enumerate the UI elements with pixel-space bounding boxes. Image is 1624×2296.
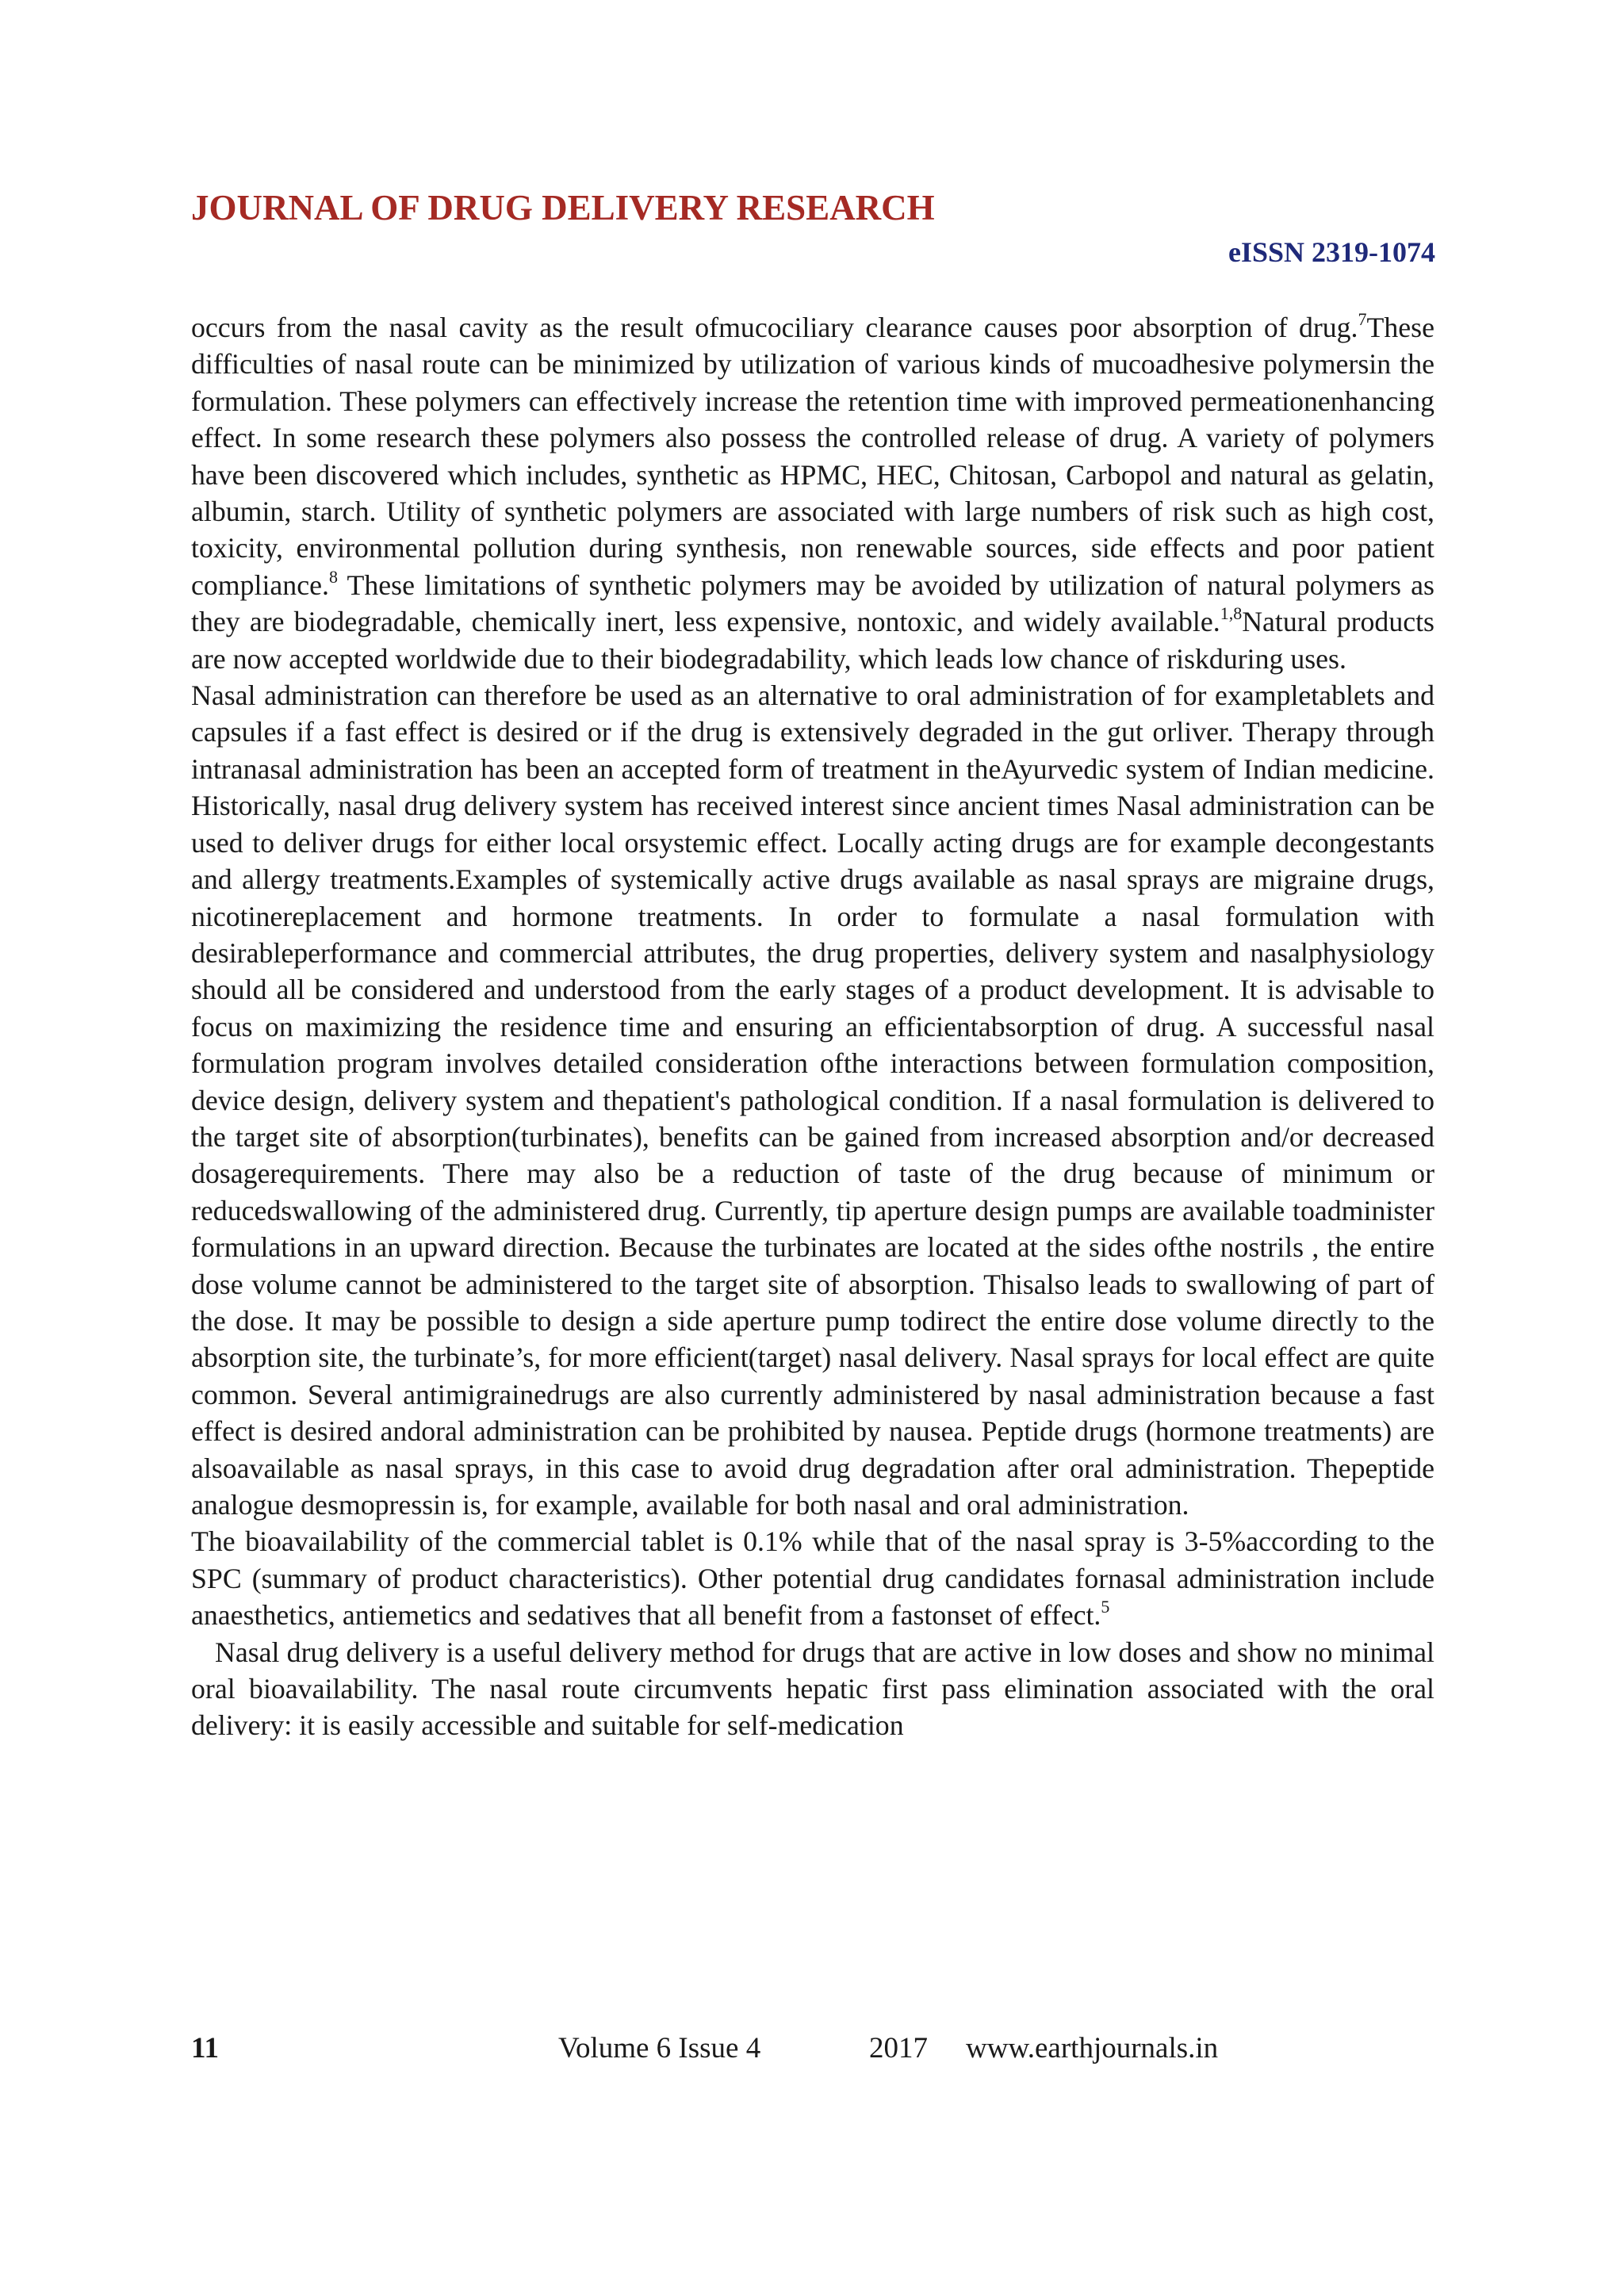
body-paragraph	[191, 1523, 1434, 1633]
article-body	[191, 309, 1434, 1744]
paragraph-text: Nasal drug delivery is a useful delivery method for drugs that are active in low doses and show no minimal oral bioavailability. The nasal route circumvents hepatic first pass elimination associated with the oral delivery: it is easily accessible and suitable for self-medication	[191, 1636, 1434, 1742]
paragraph-text: The bioavailability of the commercial tablet is 0.1% while that of the nasal spray is 3-5%according to the SPC (summary of product characteristics). Other potential drug candidates fornasal administration include anaesthetics, antiemetics and sedatives that all benefit from a fastonset of effect.	[191, 1525, 1434, 1632]
paragraph-text: occurs from the nasal cavity as the result ofmucociliary clearance causes poor absorption of drug.	[191, 312, 1358, 343]
citation-superscript: 8	[328, 566, 338, 587]
paragraph-text: These difficulties of nasal route can be minimized by utilization of various kinds of mucoadhesive polymersin the formulation. These polymers can effectively increase the retention time with improved permeationenhancing effect. In some research these polymers also possess the controlled release of drug. A variety of polymers have been discovered which includes, synthetic as HPMC, HEC, Chitosan, Carbopol and natural as gelatin, albumin, starch. Utility of synthetic polymers are associated with large numbers of risk such as high cost, toxicity, environmental pollution during synthesis, non renewable sources, side effects and poor patient compliance.	[191, 312, 1434, 601]
journal-title: JOURNAL OF DRUG DELIVERY RESEARCH	[191, 188, 935, 228]
citation-superscript: 7	[1358, 309, 1367, 329]
citation-superscript: 1,8	[1220, 603, 1243, 624]
page-number: 11	[191, 2032, 219, 2064]
body-paragraph	[191, 677, 1434, 1523]
paragraph-text: Natural products are now accepted worldwide due to their biodegradability, which leads low chance of riskduring uses.	[191, 606, 1434, 675]
eissn-label: eISSN 2319-1074	[1228, 236, 1435, 268]
publication-year: 2017	[869, 2032, 928, 2064]
journal-website: www.earthjournals.in	[966, 2032, 1219, 2064]
paragraph-text: These limitations of synthetic polymers may be avoided by utilization of natural polymers as they are biodegradable, chemically inert, less expensive, nontoxic, and widely available.	[191, 568, 1434, 638]
citation-superscript: 5	[1101, 1597, 1110, 1617]
body-paragraph	[191, 309, 1434, 677]
volume-issue: Volume 6 Issue 4	[558, 2032, 761, 2064]
body-paragraph	[191, 1634, 1434, 1744]
paragraph-text: Nasal administration can therefore be used as an alternative to oral administration of for exampletablets and capsules if a fast effect is desired or if the drug is extensively degraded in the gut orliver. Therapy through intranasal administration has been an accepted form of treatment in theAyurvedic system of Indian medicine. Historically, nasal drug delivery system has received interest since ancient times Nasal administration can be used to deliver drugs for either local orsystemic effect. Locally acting drugs are for example decongestants and allergy treatments.Examples of systemically active drugs available as nasal sprays are migraine drugs, nicotinereplacement and hormone treatments. In order to formulate a nasal formulation with desirableperformance and commercial attributes, the drug properties, delivery system and nasalphysiology should all be considered and understood from the early stages of a product development. It is advisable to focus on maximizing the residence time and ensuring an efficientabsorption of drug. A successful nasal formulation program involves detailed consideration ofthe interactions between formulation composition, device design, delivery system and thepatient's pathological condition. If a nasal formulation is delivered to the target site of absorption(turbinates), benefits can be gained from increased absorption and/or decreased dosagerequirements. There may also be a reduction of taste of the drug because of minimum or reducedswallowing of the administered drug. Currently, tip aperture design pumps are available toadminister formulations in an upward direction. Because the turbinates are located at the sides ofthe nostrils , the entire dose volume cannot be administered to the target site of absorption. Thisalso leads to swallowing of part of the dose. It may be possible to design a side aperture pump todirect the entire dose volume directly to the absorption site, the turbinate’s, for more efficient(target) nasal delivery. Nasal sprays for local effect are quite common. Several antimigrainedrugs are also currently administered by nasal administration because a fast effect is desired andoral administration can be prohibited by nausea. Peptide drugs (hormone treatments) are alsoavailable as nasal sprays, in this case to avoid drug degradation after oral administration. Thepeptide analogue desmopressin is, for example, available for both nasal and oral administration.	[191, 679, 1434, 1521]
page-footer	[0, 2034, 1624, 2073]
